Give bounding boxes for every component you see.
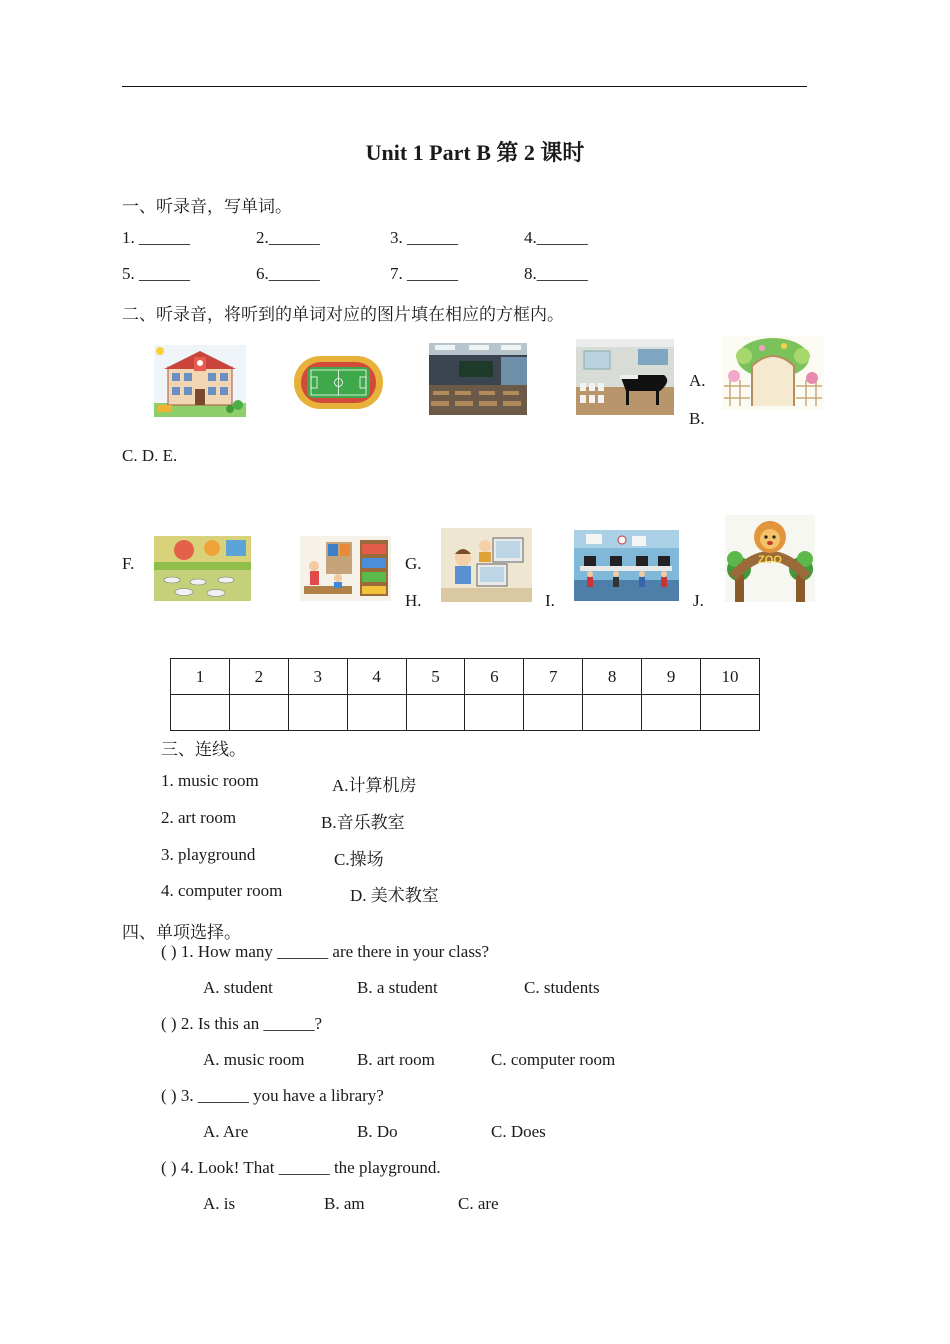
match-left-2: 2. art room bbox=[161, 808, 237, 827]
section4-heading: 四、单项选择。 bbox=[122, 923, 241, 942]
label-i: I. bbox=[545, 591, 555, 610]
question-4-option-b: B. am bbox=[324, 1194, 365, 1213]
question-1-option-b: B. a student bbox=[357, 978, 438, 997]
zoo-gate-image bbox=[725, 515, 815, 602]
art-room-image bbox=[154, 536, 251, 601]
match-right-a: A.计算机房 bbox=[332, 776, 417, 795]
blank-8: 8.______ bbox=[524, 264, 588, 283]
question-2-option-a: A. music room bbox=[203, 1050, 305, 1069]
page-title: Unit 1 Part B 第 2 课时 bbox=[365, 140, 585, 165]
section3-heading: 三、连线。 bbox=[161, 740, 246, 759]
table-header-cell: 6 bbox=[465, 659, 524, 695]
answer-cell[interactable] bbox=[406, 695, 465, 731]
answer-cell[interactable] bbox=[171, 695, 230, 731]
answer-cell[interactable] bbox=[465, 695, 524, 731]
question-2-option-b: B. art room bbox=[357, 1050, 435, 1069]
blank-4: 4.______ bbox=[524, 228, 588, 247]
label-cde: C. D. E. bbox=[122, 446, 178, 465]
question-2-option-c: C. computer room bbox=[491, 1050, 616, 1069]
match-right-c: C.操场 bbox=[334, 850, 384, 869]
table-header-cell: 5 bbox=[406, 659, 465, 695]
table-header-cell: 1 bbox=[171, 659, 230, 695]
classroom-image bbox=[429, 343, 527, 415]
table-header-cell: 10 bbox=[701, 659, 760, 695]
garden-gate-image bbox=[722, 336, 824, 410]
label-g: G. bbox=[405, 554, 422, 573]
question-2-stem: ( ) 2. Is this an ______? bbox=[161, 1014, 323, 1033]
question-4-stem: ( ) 4. Look! That ______ the playground. bbox=[161, 1158, 441, 1177]
match-left-1: 1. music room bbox=[161, 771, 259, 790]
computer-room-cartoon-image bbox=[441, 528, 532, 602]
section1-heading: 一、听录音，写单词。 bbox=[122, 197, 292, 216]
question-1-option-a: A. student bbox=[203, 978, 273, 997]
label-h: H. bbox=[405, 591, 422, 610]
zoo-sign-text: ZOO bbox=[758, 554, 782, 566]
blank-2: 2.______ bbox=[256, 228, 320, 247]
blank-7: 7. ______ bbox=[390, 264, 458, 283]
match-right-b: B.音乐教室 bbox=[321, 813, 405, 832]
answer-cell[interactable] bbox=[347, 695, 406, 731]
question-1-stem: ( ) 1. How many ______ are there in your class? bbox=[161, 942, 490, 961]
blank-3: 3. ______ bbox=[390, 228, 458, 247]
question-4-option-a: A. is bbox=[203, 1194, 236, 1213]
blank-1: 1. ______ bbox=[122, 228, 190, 247]
table-header-cell: 9 bbox=[642, 659, 701, 695]
table-header-cell: 4 bbox=[347, 659, 406, 695]
match-right-d: D. 美术教室 bbox=[350, 886, 439, 905]
table-header-cell: 7 bbox=[524, 659, 583, 695]
label-f: F. bbox=[122, 554, 135, 573]
school-building-image bbox=[154, 345, 246, 417]
answer-table-header-row bbox=[171, 659, 760, 695]
question-3-option-c: C. Does bbox=[491, 1122, 546, 1141]
computer-room-photo-image bbox=[574, 530, 679, 601]
table-header-cell: 3 bbox=[288, 659, 347, 695]
section2-heading: 二、听录音，将听到的单词对应的图片填在相应的方框内。 bbox=[122, 305, 564, 324]
answer-table bbox=[170, 658, 760, 731]
table-header-cell: 2 bbox=[229, 659, 288, 695]
library-image bbox=[300, 536, 391, 601]
label-j: J. bbox=[693, 591, 704, 610]
answer-cell[interactable] bbox=[524, 695, 583, 731]
playground-track-image bbox=[293, 355, 384, 410]
blank-5: 5. ______ bbox=[122, 264, 190, 283]
question-3-option-b: B. Do bbox=[357, 1122, 398, 1141]
label-b: B. bbox=[689, 409, 705, 428]
question-4-option-c: C. are bbox=[458, 1194, 499, 1213]
answer-cell[interactable] bbox=[288, 695, 347, 731]
header-rule bbox=[122, 86, 807, 87]
answer-table-input-row bbox=[171, 695, 760, 731]
music-room-image bbox=[576, 339, 674, 415]
match-left-3: 3. playground bbox=[161, 845, 256, 864]
question-3-stem: ( ) 3. ______ you have a library? bbox=[161, 1086, 384, 1105]
answer-cell[interactable] bbox=[229, 695, 288, 731]
answer-cell[interactable] bbox=[701, 695, 760, 731]
label-a: A. bbox=[689, 371, 706, 390]
table-header-cell: 8 bbox=[583, 659, 642, 695]
question-1-option-c: C. students bbox=[524, 978, 600, 997]
question-3-option-a: A. Are bbox=[203, 1122, 249, 1141]
answer-cell[interactable] bbox=[583, 695, 642, 731]
blank-6: 6.______ bbox=[256, 264, 320, 283]
answer-cell[interactable] bbox=[642, 695, 701, 731]
match-left-4: 4. computer room bbox=[161, 881, 283, 900]
